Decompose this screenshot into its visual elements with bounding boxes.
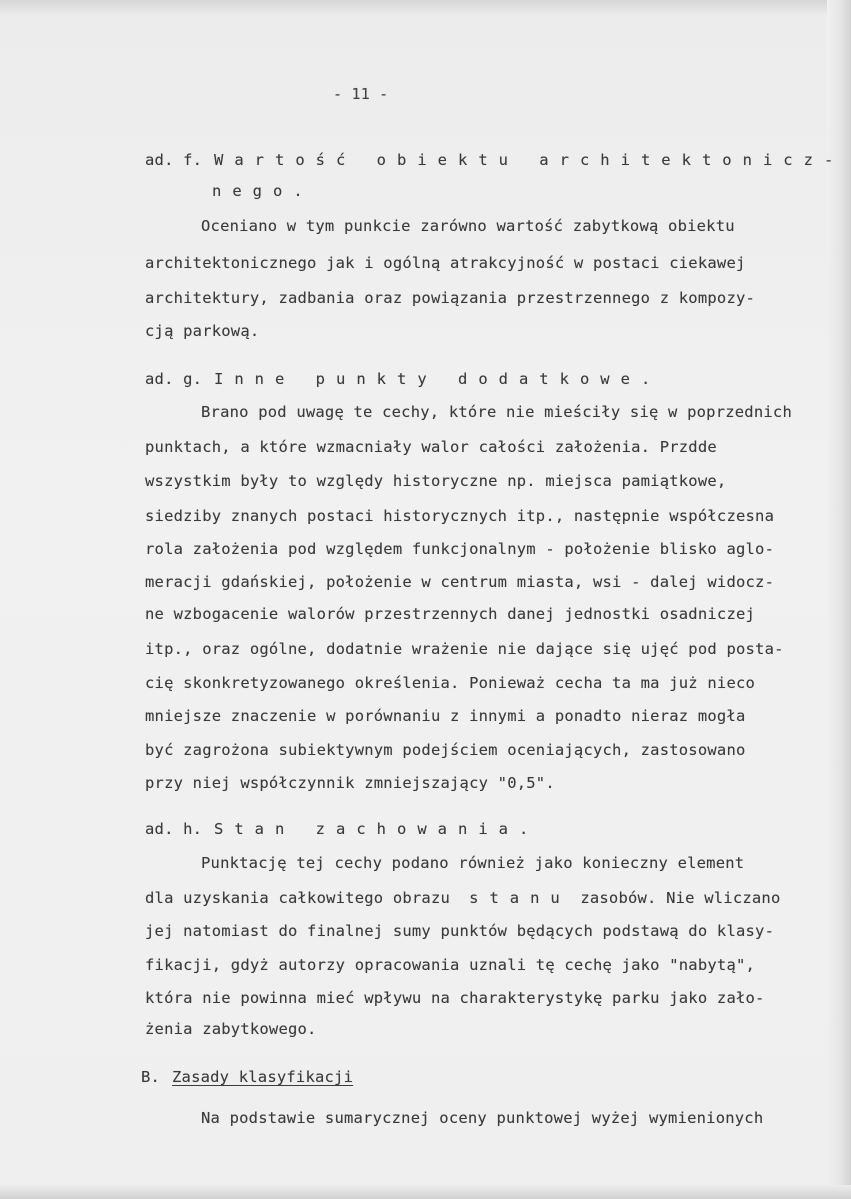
scan-edge-bottom (0, 1185, 851, 1199)
paragraph-line: Na podstawie sumarycznej oceny punktowej wyżej wymienionych (201, 1109, 764, 1127)
section-f-heading-1: Wartość obiektu architektonicz- (214, 151, 845, 169)
paragraph-line: siedziby znanych postaci historycznych itp., następnie współczesna (145, 507, 775, 525)
paragraph-line: żenia zabytkowego. (145, 1020, 317, 1038)
paragraph-line: która nie powinna mieć wpływu na charakterystykę parku jako zało- (145, 989, 765, 1007)
scan-edge-right (827, 0, 851, 1199)
paragraph-line: punktach, a które wzmacniały walor całości założenia. Przdde (145, 438, 717, 456)
spaced-word: stanu (469, 889, 571, 907)
paragraph-line: Punktację tej cechy podano również jako konieczny element (201, 854, 745, 872)
paragraph-line: przy niej współczynnik zmniejszający "0,5". (145, 774, 555, 792)
line-part: zasobów. Nie wliczano (580, 889, 781, 907)
paragraph-line: ne wzbogacenie walorów przestrzennych danej jednostki osadniczej (145, 605, 756, 623)
paragraph-line: architektonicznego jak i ogólną atrakcyjność w postaci ciekawej (145, 254, 746, 272)
page-number: - 11 - (333, 85, 389, 103)
paragraph-line (145, 888, 781, 908)
paragraph-line: Brano pod uwagę te cechy, które nie mieściły się w poprzednich (201, 403, 792, 421)
section-g-label: ad. g. (145, 370, 203, 388)
section-f-heading-2: nego. (212, 182, 314, 200)
scan-edge-top (0, 0, 851, 16)
paragraph-line: meracji gdańskiej, położenie w centrum miasta, wsi - dalej widocz- (145, 573, 775, 591)
paragraph-line: cją parkową. (145, 322, 260, 340)
paragraph-line: itp., oraz ogólne, dodatnie wrażenie nie dające się ujęć pod posta- (145, 640, 784, 658)
section-h-heading: Stan zachowania. (214, 820, 540, 838)
line-part: dla uzyskania całkowitego obrazu (145, 889, 451, 907)
paragraph-line: Oceniano w tym punkcie zarówno wartość zabytkową obiektu (201, 217, 735, 235)
section-g-heading: Inne punkty dodatkowe. (214, 370, 662, 388)
paragraph-line: mniejsze znaczenie w porównaniu z innymi a ponadto nieraz mogła (145, 707, 746, 725)
paragraph-line: być zagrożona subiektywnym podejściem oceniających, zastosowano (145, 741, 746, 759)
section-h-label: ad. h. (145, 820, 203, 838)
paragraph-line: fikacji, gdyż autorzy opracowania uznali tę cechę jako "nabytą", (145, 956, 756, 974)
section-f-label: ad. f. (145, 151, 203, 169)
section-b-label: B. (141, 1068, 161, 1086)
paragraph-line: cię skonkretyzowanego określenia. Ponieważ cecha ta ma już nieco (145, 674, 756, 692)
paragraph-line: architektury, zadbania oraz powiązania przestrzennego z kompozy- (145, 289, 756, 307)
paragraph-line: wszystkim były to względy historyczne np. miejsca pamiątkowe, (145, 472, 727, 490)
paragraph-line: jej natomiast do finalnej sumy punktów będących podstawą do klasy- (145, 922, 775, 940)
section-b-heading: Zasady klasyfikacji (172, 1068, 354, 1086)
paragraph-line: rola założenia pod względem funkcjonalnym - położenie blisko aglo- (145, 540, 775, 558)
